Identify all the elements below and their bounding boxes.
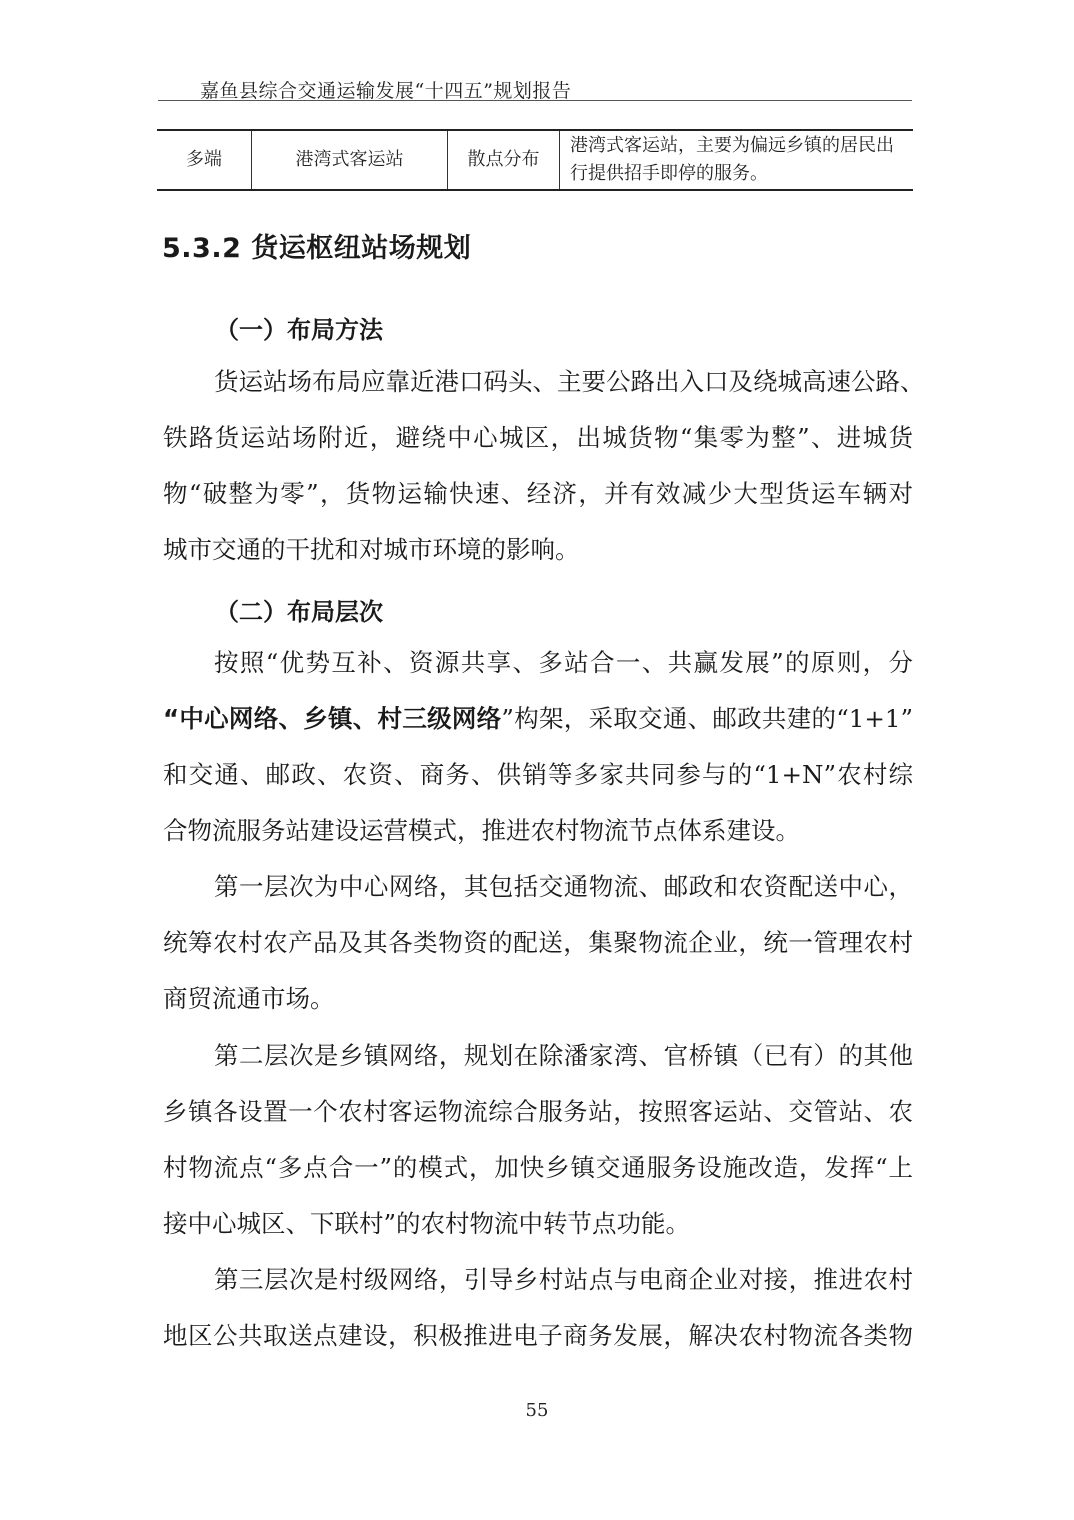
page-number: 55 — [525, 1400, 549, 1421]
paragraph-line: 城市交通的干扰和对城市环境的影响。 — [163, 535, 580, 564]
subheading-layout-method: （一）布局方法 — [215, 316, 383, 344]
paragraph-line — [163, 703, 913, 735]
station-table — [157, 129, 913, 191]
paragraph-line: 和交通、邮政、农资、商务、供销等多家共同参与的“1+N”农村综 — [163, 760, 913, 789]
three-level-network-emphasis: “中心网络、乡镇、村三级网络 — [163, 704, 502, 733]
paragraph-line: 接中心城区、下联村”的农村物流中转节点功能。 — [163, 1209, 691, 1238]
table-row — [157, 130, 913, 190]
paragraph-line: 铁路货运站场附近，避绕中心城区，出城货物“集零为整”、进城货 — [163, 423, 913, 452]
paragraph-line: 统筹农村农产品及其各类物资的配送，集聚物流企业，统一管理农村 — [163, 928, 913, 957]
section-heading: 5.3.2 货运枢纽站场规划 — [162, 233, 472, 264]
paragraph-line: 第二层次是乡镇网络，规划在除潘家湾、官桥镇（已有）的其他 — [214, 1041, 913, 1070]
subheading-layout-levels: （二）布局层次 — [215, 598, 383, 626]
header-rule — [158, 100, 912, 101]
paragraph-line: 乡镇各设置一个农村客运物流综合服务站，按照客运站、交管站、农 — [163, 1097, 913, 1126]
paragraph-line: 商贸流通市场。 — [163, 984, 335, 1013]
paragraph-line: 第三层次是村级网络，引导乡村站点与电商企业对接，推进农村 — [214, 1265, 913, 1294]
paragraph-line: 物“破整为零”，货物运输快速、经济，并有效减少大型货运车辆对 — [163, 479, 913, 508]
table-cell-level: 多端 — [157, 130, 252, 190]
paragraph-line: 村物流点“多点合一”的模式，加快乡镇交通服务设施改造，发挥“上 — [163, 1153, 913, 1182]
running-header-title: 嘉鱼县综合交通运输发展“十四五”规划报告 — [200, 80, 572, 102]
paragraph-line: 货运站场布局应靠近港口码头、主要公路出入口及绕城高速公路、 — [214, 367, 925, 396]
paragraph-line: 地区公共取送点建设，积极推进电子商务发展，解决农村物流各类物 — [163, 1321, 913, 1350]
paragraph-line: 第一层次为中心网络，其包括交通物流、邮政和农资配送中心， — [214, 872, 913, 901]
paragraph-line: 按照“优势互补、资源共享、多站合一、共赢发展”的原则，分 — [214, 648, 913, 677]
paragraph-line-rest: ”构架，采取交通、邮政共建的“1+1” — [501, 704, 913, 733]
description-line-1: 港湾式客运站，主要为偏远乡镇的居民出 — [570, 135, 894, 156]
paragraph-line: 合物流服务站建设运营模式，推进农村物流节点体系建设。 — [163, 816, 800, 845]
table-cell-description — [560, 130, 914, 190]
table-cell-distribution: 散点分布 — [448, 130, 560, 190]
description-line-2: 行提供招手即停的服务。 — [570, 163, 768, 184]
table-cell-type: 港湾式客运站 — [252, 130, 448, 190]
